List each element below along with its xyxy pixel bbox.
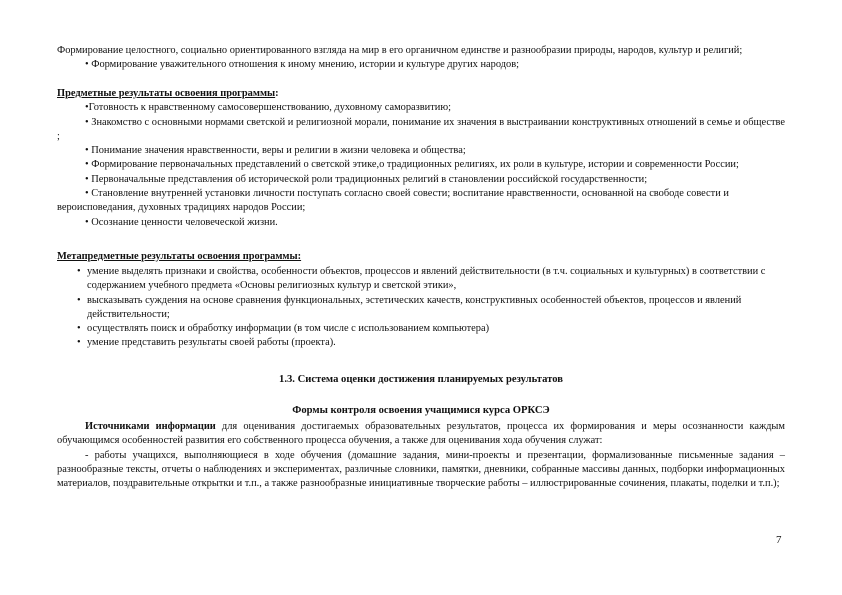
intro-line-1: Формирование целостного, социально ориентированного взгляда на мир в его органичном единстве и разнообразии природы, народов, культур и религий; [57, 45, 743, 56]
meta-results-heading-wrap [57, 250, 785, 264]
bullet-dot: • [77, 266, 81, 277]
meta-results-list [57, 265, 785, 351]
subject-result-item: •Готовность к нравственному самосовершенствованию, духовному саморазвитию; [85, 102, 451, 114]
subject-result-item: • Знакомство с основными нормами светской и религиозной морали, понимание их значения в выстраивании конструктивных отношений в семье и обществе ; [57, 116, 785, 142]
intro-line-2: • Формирование уважительного отношения к иному мнению, истории и культуре других народов; [85, 59, 519, 71]
intro-paragraph [57, 44, 785, 73]
subject-results-section [57, 87, 785, 230]
meta-result-item: • высказывать суждения на основе сравнения функциональных, эстетических качеств, конструктивных особенностей объектов, процессов и явлений действительности; [77, 294, 742, 320]
subject-result-item: • Понимание значения нравственности, веры и религии в жизни человека и общества; [85, 145, 466, 157]
subject-results-heading: Предметные результаты освоения программы: [57, 88, 279, 99]
bullet-dot: • [77, 323, 81, 335]
subject-result-item: • Первоначальные представления об исторической роли традиционных религий в становлении российской государственности; [85, 173, 648, 185]
section-title: 1.3. Система оценки достижения планируемых результатов [279, 374, 563, 385]
meta-results-heading: Метапредметные результаты освоения программы: [57, 251, 302, 262]
page-number: 7 [776, 534, 782, 546]
subject-results-heading-rest: освоения программы [172, 88, 276, 99]
meta-result-item: • осуществлять поиск и обработку информации (в том числе с использованием компьютера) [57, 322, 785, 336]
meta-result-item: • умение выделять признаки и свойства, особенности объектов, процессов и явлений действительности (в т.ч. социальных и культурных) в соответствии с содержанием учебного предмета «Основы религиозных культур и светской этики», [77, 266, 766, 292]
forms-title: Формы контроля освоения учащимися курса ОРКСЭ [292, 405, 550, 416]
sources-paragraph-2: - работы учащихся, выполняющиеся в ходе обучения (домашние задания, мини-проекты и презентации, формализованные письменные задания – разнообразные тексты, отчеты о наблюдениях и экспериментах, различные словники, памятки, дневники, собранные массивы данных, подборки информационных материалов, поздравительные открытки и т.п., а также разнообразные инициативные творческие работы – иллюстрированные сочинения, плакаты, поделки и т.п.); [57, 449, 785, 490]
subject-results-heading-underlined: Предметные результаты [57, 88, 173, 99]
bullet-dot: • [77, 337, 81, 349]
meta-result-item: • умение представить результаты своей работы (проекта). [57, 336, 785, 350]
sources-section [57, 420, 785, 491]
subject-result-item: • Осознание ценности человеческой жизни. [85, 216, 278, 228]
bullet-dot: • [77, 294, 81, 306]
sources-paragraph-1: Источниками информации для оценивания достигаемых образовательных результатов, процесса их формирования и меры осознанности каждым обучающимся особенностей развития его собственного процесса обучения, а также для оценивания хода обучения служат: [57, 421, 785, 447]
sources-lead: Источниками информации [85, 421, 216, 432]
subject-result-item: • Формирование первоначальных представлений о светской этике,о традиционных религиях, их роли в культуре, истории и современности России; [85, 159, 739, 171]
subject-result-item: • Становление внутренней установки личности поступать согласно своей совести; воспитание нравственности, основанной на свободе совести и вероисповедания, духовных традициях народов России; [57, 188, 729, 214]
